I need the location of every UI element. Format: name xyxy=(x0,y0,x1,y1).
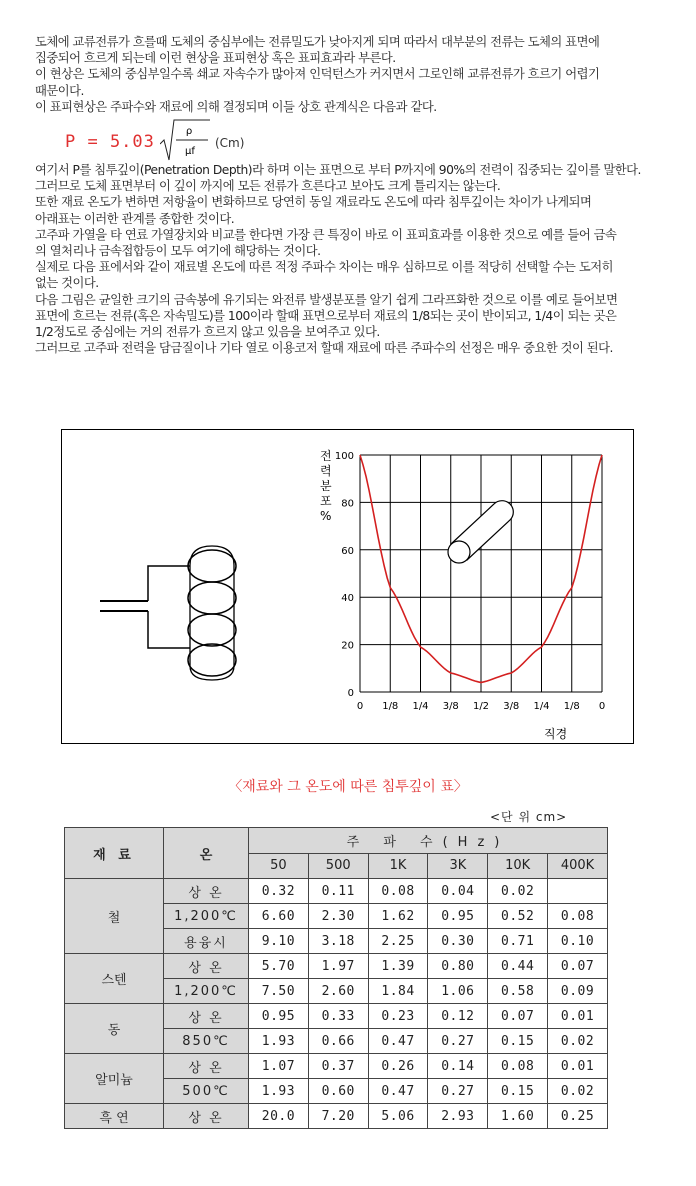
x-tick-label: 1/8 xyxy=(382,701,399,712)
material-cell: 알미늄 xyxy=(65,1054,164,1104)
text-line: 이 표피현상은 주파수와 재료에 의해 결정되며 이들 상호 관계식은 다음과 같다. xyxy=(35,99,437,114)
depth-value-cell: 0.60 xyxy=(308,1079,368,1104)
text-line: 고주파 가열을 타 연료 가열장치와 비교를 한다면 가장 큰 특징이 바로 이 표피효과를 이용한 것으로 예를 들어 금속 xyxy=(35,227,617,242)
material-cell: 철 xyxy=(65,879,164,954)
depth-value-cell: 0.01 xyxy=(548,1004,608,1029)
y-tick-label: 20 xyxy=(341,640,354,652)
text-line: 또한 재료 온도가 변하면 저항율이 변화하므로 당연히 동일 재료라도 온도에 따라 침투깊이는 차이가 나게되며 xyxy=(35,195,592,210)
header-frequency-value: 50 xyxy=(249,853,309,879)
text-line: 의 열처리나 금속접합등이 모두 여기에 해당하는 것이다. xyxy=(35,244,321,259)
table-row xyxy=(65,1104,608,1129)
depth-value-cell: 0.01 xyxy=(548,1054,608,1079)
depth-value-cell: 0.71 xyxy=(488,929,548,954)
temperature-cell: 1,200℃ xyxy=(164,904,249,929)
sqrt-fraction xyxy=(160,116,212,162)
depth-value-cell: 7.50 xyxy=(249,979,309,1004)
depth-value-cell: 0.09 xyxy=(548,979,608,1004)
depth-value-cell: 2.93 xyxy=(428,1104,488,1129)
header-temperature: 온 xyxy=(164,828,249,879)
temperature-cell: 850℃ xyxy=(164,1029,249,1054)
temperature-cell: 상 온 xyxy=(164,1054,249,1079)
temperature-cell: 상 온 xyxy=(164,1104,249,1129)
table-header-row xyxy=(65,828,608,854)
text-line: 이 현상은 도체의 중심부일수록 쇄교 자속수가 많아져 인덕턴스가 커지면서 그로인해 교류전류가 흐르기 어렵기 xyxy=(35,67,600,82)
depth-value-cell: 0.08 xyxy=(548,904,608,929)
depth-value-cell: 0.47 xyxy=(368,1029,428,1054)
depth-value-cell: 0.44 xyxy=(488,954,548,979)
depth-value-cell: 0.12 xyxy=(428,1004,488,1029)
depth-value-cell: 5.06 xyxy=(368,1104,428,1129)
depth-value-cell: 6.60 xyxy=(249,904,309,929)
formula-unit: (Cm) xyxy=(215,136,245,150)
y-tick-label: 80 xyxy=(341,498,354,510)
depth-value-cell: 0.58 xyxy=(488,979,548,1004)
depth-value-cell: 0.47 xyxy=(368,1079,428,1104)
temperature-cell: 용융시 xyxy=(164,929,249,954)
power-distribution-chart xyxy=(320,448,605,741)
depth-value-cell: 0.27 xyxy=(428,1079,488,1104)
y-tick-label: 100 xyxy=(334,451,354,462)
x-tick-label: 1/2 xyxy=(472,701,490,712)
depth-value-cell: 20.0 xyxy=(249,1104,309,1129)
depth-value-cell: 0.15 xyxy=(488,1029,548,1054)
depth-value-cell: 0.04 xyxy=(428,879,488,904)
depth-value-cell: 1.62 xyxy=(368,904,428,929)
depth-value-cell: 2.30 xyxy=(308,904,368,929)
material-cell: 동 xyxy=(65,1004,164,1054)
header-frequency-value: 10K xyxy=(488,853,548,879)
table-row xyxy=(65,1054,608,1079)
depth-value-cell: 1.93 xyxy=(249,1029,309,1054)
y-axis-label: 전 력 분 포 % xyxy=(320,449,332,523)
header-frequency-value: 400K xyxy=(548,853,608,879)
table-row xyxy=(65,879,608,904)
temperature-cell: 500℃ xyxy=(164,1079,249,1104)
depth-value-cell: 1.07 xyxy=(249,1054,309,1079)
text-line: 그러므로 도체 표면부터 이 깊이 까지에 모든 전류가 흐른다고 보아도 크게 틀리지는 않는다. xyxy=(35,179,501,194)
depth-value-cell: 0.14 xyxy=(428,1054,488,1079)
table-row xyxy=(65,954,608,979)
header-frequency-value: 3K xyxy=(428,853,488,879)
x-tick-label: 0 xyxy=(598,701,606,712)
x-tick-label: 3/8 xyxy=(442,701,459,712)
depth-value-cell: 1.84 xyxy=(368,979,428,1004)
depth-value-cell: 0.08 xyxy=(488,1054,548,1079)
temperature-cell: 상 온 xyxy=(164,1004,249,1029)
depth-value-cell: 0.08 xyxy=(368,879,428,904)
depth-value-cell: 1.60 xyxy=(488,1104,548,1129)
table-row xyxy=(65,1004,608,1029)
header-material: 재 료 xyxy=(65,828,164,879)
y-tick-label: 40 xyxy=(341,593,354,605)
temperature-cell: 상 온 xyxy=(164,954,249,979)
table-caption: 〈재료와 그 온도에 따른 침투깊이 표〉 xyxy=(228,779,468,795)
depth-value-cell: 0.07 xyxy=(548,954,608,979)
text-line: 실제로 다음 표에서와 같이 재료별 온도에 따른 적정 주파수 차이는 매우 심하므로 이를 적당히 선택할 수는 도저히 xyxy=(35,260,613,275)
depth-value-cell: 9.10 xyxy=(249,929,309,954)
depth-value-cell: 0.66 xyxy=(308,1029,368,1054)
depth-value-cell: 0.32 xyxy=(249,879,309,904)
figure-canvas xyxy=(62,430,633,743)
text-line: 없는 것이다. xyxy=(35,276,99,291)
text-line: 여기서 P를 침투깊이(Penetration Depth)라 하며 이는 표면으로 부터 P까지에 90%의 전력이 집중되는 깊이를 말한다. xyxy=(35,163,641,177)
x-axis-label: 직경 xyxy=(544,727,568,741)
temperature-cell: 상 온 xyxy=(164,879,249,904)
y-tick-label: 60 xyxy=(341,545,354,557)
penetration-depth-table xyxy=(64,827,608,1129)
text-line: 때문이다. xyxy=(35,83,84,98)
depth-value-cell: 0.02 xyxy=(548,1079,608,1104)
text-line: 도체에 교류전류가 흐를때 도체의 중심부에는 전류밀도가 낮아지게 되며 따라서 대부분의 전류는 도체의 표면에 xyxy=(35,35,600,49)
x-tick-label: 1/4 xyxy=(412,701,429,712)
formula-denominator: μf xyxy=(185,146,195,157)
depth-value-cell: 0.10 xyxy=(548,929,608,954)
depth-value-cell: 0.95 xyxy=(428,904,488,929)
text-line: 표면에 흐르는 전류(혹은 자속밀도)를 100이라 할때 표면으로부터 재료의 1/8되는 곳이 반이되고, 1/4이 되는 곳은 xyxy=(35,308,617,323)
header-frequency-value: 1K xyxy=(368,853,428,879)
formula-numerator: ρ xyxy=(185,126,193,137)
depth-value-cell: 1.06 xyxy=(428,979,488,1004)
depth-value-cell: 0.02 xyxy=(548,1029,608,1054)
temperature-cell: 1,200℃ xyxy=(164,979,249,1004)
depth-value-cell: 0.33 xyxy=(308,1004,368,1029)
depth-value-cell: 2.60 xyxy=(308,979,368,1004)
depth-value-cell: 0.11 xyxy=(308,879,368,904)
depth-value-cell: 0.02 xyxy=(488,879,548,904)
depth-value-cell: 0.23 xyxy=(368,1004,428,1029)
text-line: 1/2정도로 중심에는 거의 전류가 흐르지 않고 있음을 보여주고 있다. xyxy=(35,325,380,340)
depth-value-cell: 1.39 xyxy=(368,954,428,979)
depth-value-cell: 1.93 xyxy=(249,1079,309,1104)
intro-paragraph xyxy=(35,34,685,115)
x-tick-label: 1/8 xyxy=(563,701,580,712)
depth-value-cell: 0.26 xyxy=(368,1054,428,1079)
y-tick-label: 0 xyxy=(347,688,354,699)
depth-value-cell: 1.97 xyxy=(308,954,368,979)
penetration-depth-formula xyxy=(65,116,385,162)
depth-value-cell: 3.18 xyxy=(308,929,368,954)
header-frequency-value: 500 xyxy=(308,853,368,879)
x-tick-label: 0 xyxy=(356,701,364,712)
x-tick-label: 3/8 xyxy=(503,701,520,712)
formula-lhs: P = 5.03 xyxy=(65,132,155,152)
depth-value-cell: 0.30 xyxy=(428,929,488,954)
text-line: 그러므로 고주파 전력을 담금질이나 기타 열로 이용코저 할때 재료에 따른 주파수의 선정은 매우 중요한 것이 된다. xyxy=(35,341,613,356)
text-line: 집중되어 흐르게 되는데 이런 현상을 표피현상 혹은 표피효과라 부른다. xyxy=(35,51,396,66)
depth-value-cell: 2.25 xyxy=(368,929,428,954)
header-frequency: 주 파 수(Hz) xyxy=(249,828,608,854)
unit-label: <단 위 cm> xyxy=(490,810,568,824)
depth-value-cell xyxy=(548,879,608,904)
depth-value-cell: 0.15 xyxy=(488,1079,548,1104)
depth-value-cell: 0.80 xyxy=(428,954,488,979)
depth-value-cell: 0.37 xyxy=(308,1054,368,1079)
explanation-paragraph xyxy=(35,162,690,356)
depth-value-cell: 0.52 xyxy=(488,904,548,929)
depth-value-cell: 0.27 xyxy=(428,1029,488,1054)
depth-value-cell: 5.70 xyxy=(249,954,309,979)
depth-value-cell: 0.25 xyxy=(548,1104,608,1129)
eddy-current-figure xyxy=(61,429,634,744)
depth-value-cell: 0.95 xyxy=(249,1004,309,1029)
material-cell: 흑 연 xyxy=(65,1104,164,1129)
x-tick-label: 1/4 xyxy=(533,701,550,712)
text-line: 다음 그림은 균일한 크기의 금속봉에 유기되는 와전류 발생분포를 알기 쉽게 그라프화한 것으로 이를 예로 들어보면 xyxy=(35,292,618,307)
depth-value-cell: 0.07 xyxy=(488,1004,548,1029)
depth-value-cell: 7.20 xyxy=(308,1104,368,1129)
text-line: 아래표는 이러한 관계를 종합한 것이다. xyxy=(35,211,235,226)
induction-coil-illustration xyxy=(100,546,236,680)
material-cell: 스텐 xyxy=(65,954,164,1004)
